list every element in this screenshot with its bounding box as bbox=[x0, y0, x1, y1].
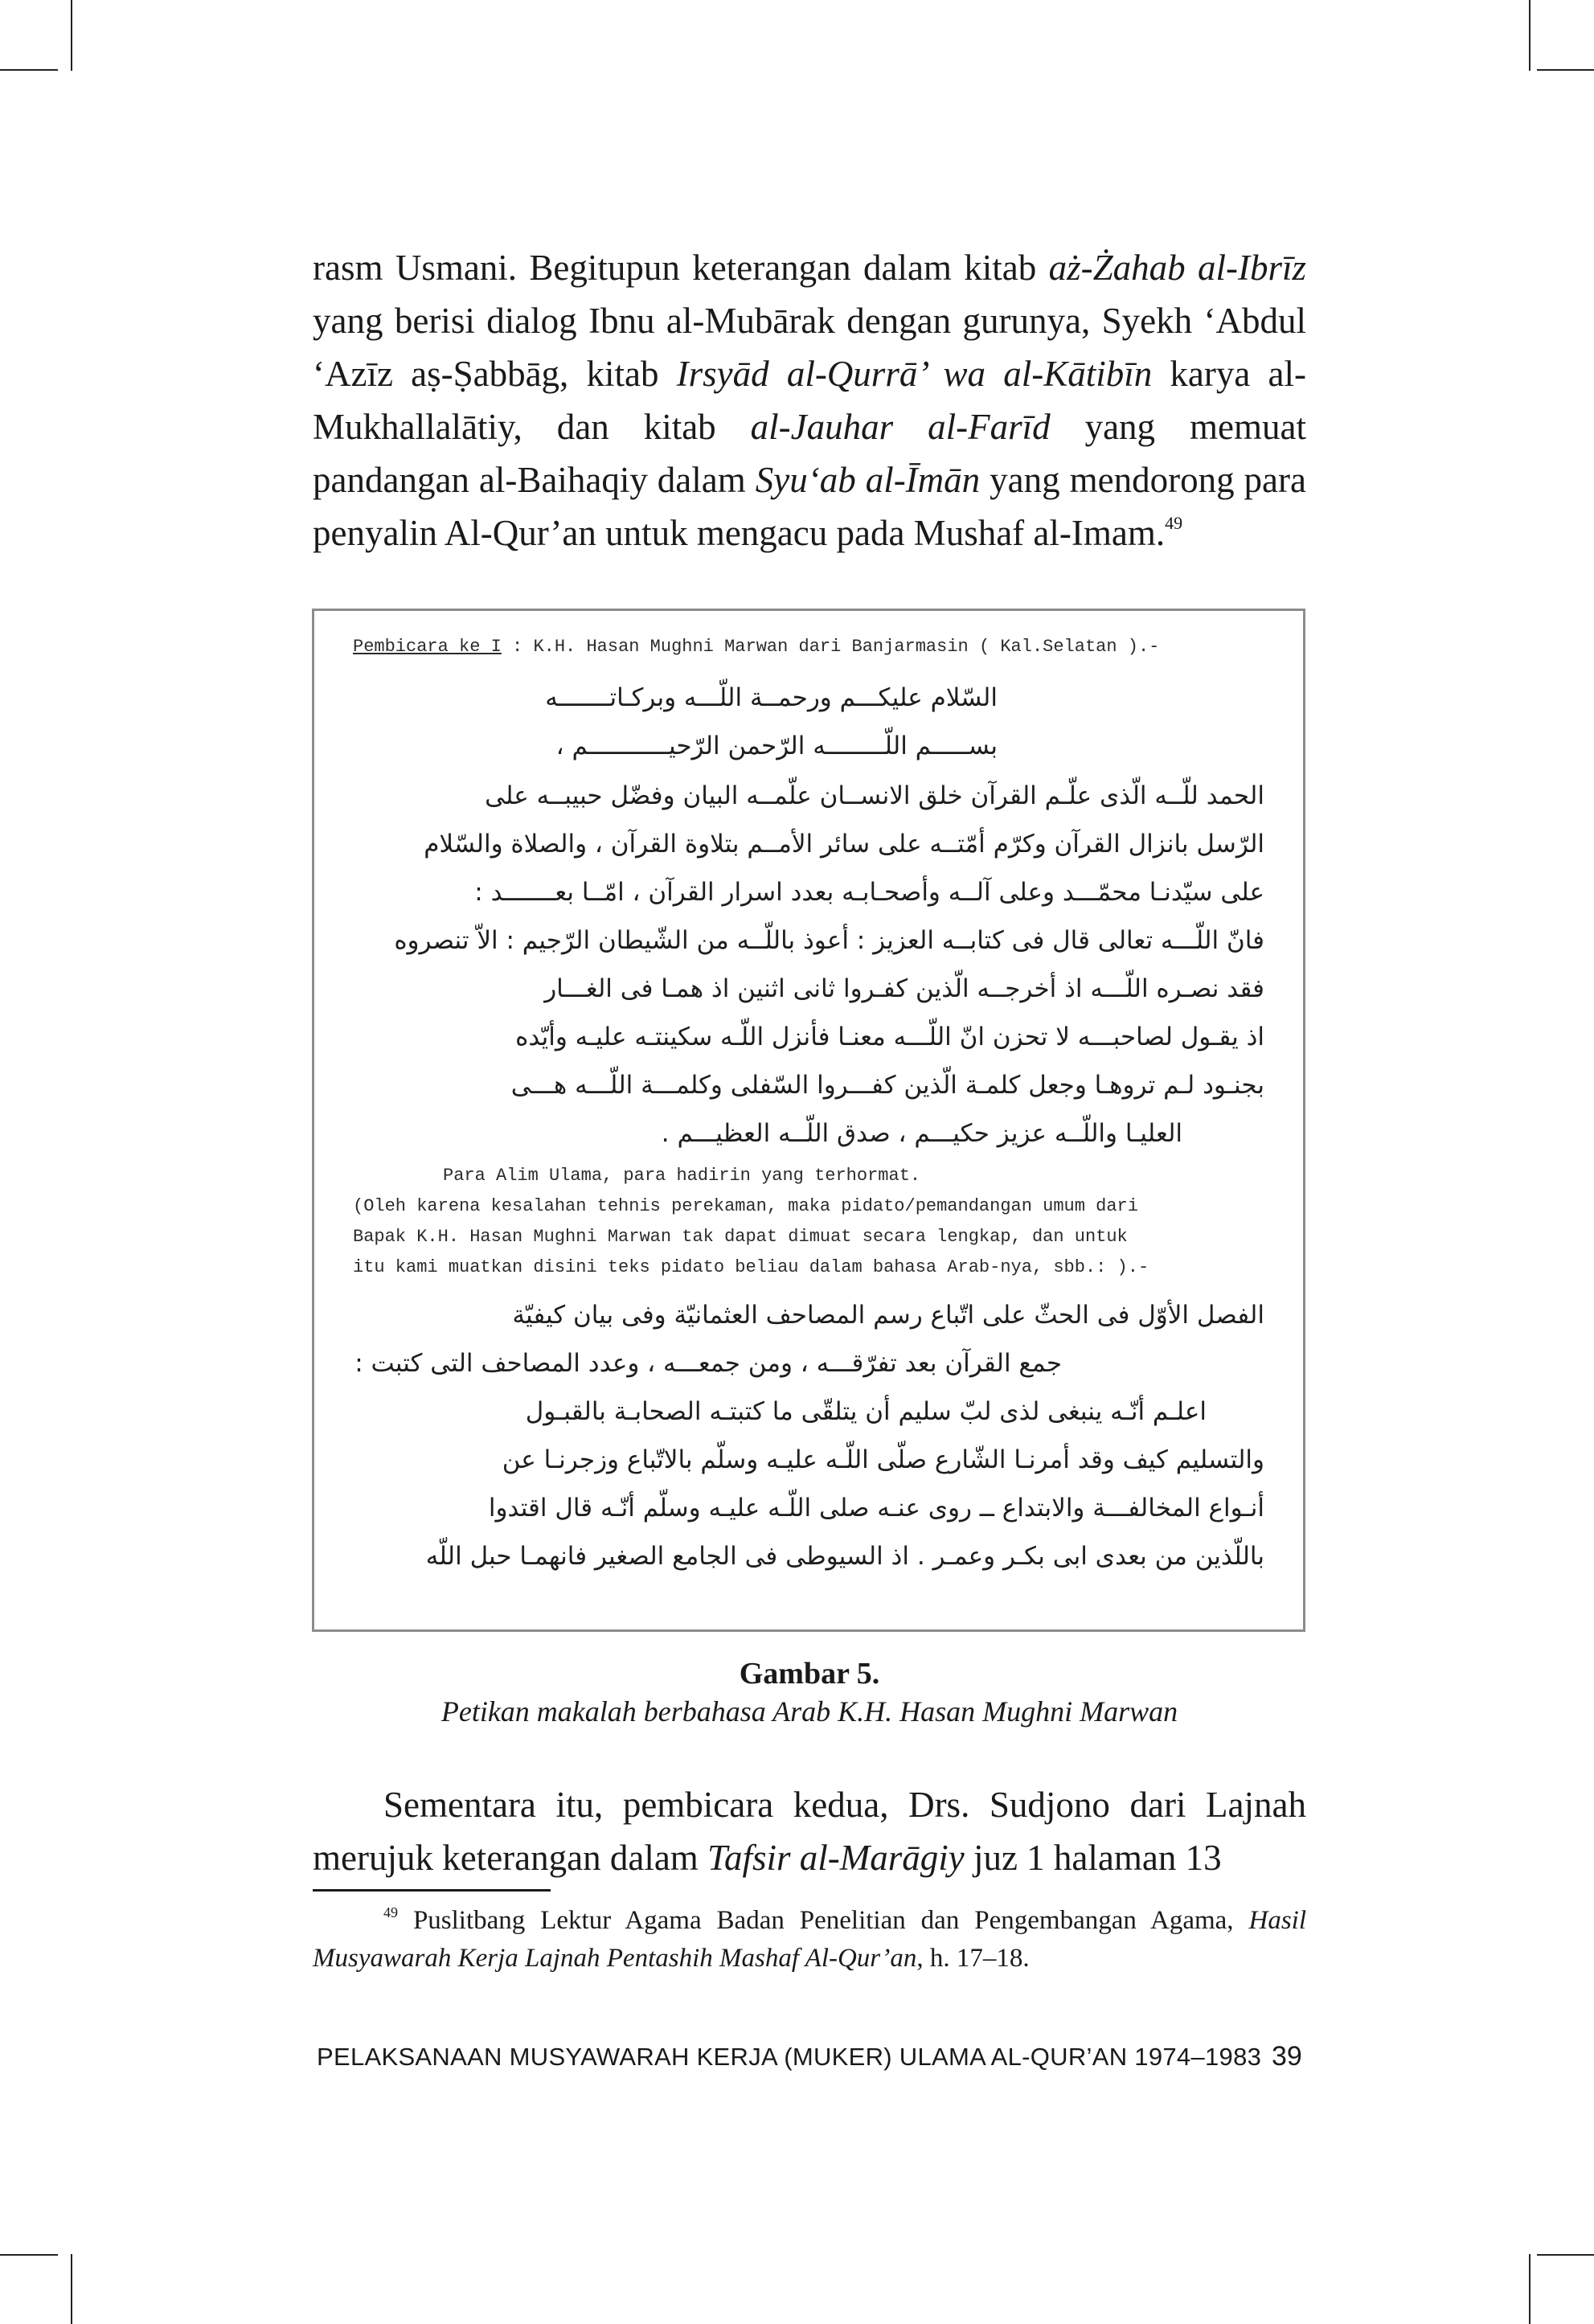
book-title: Tafsir al-Marāgiy bbox=[707, 1838, 965, 1878]
text: rasm Usmani. Begitupun keterangan dalam kitab bbox=[313, 248, 1049, 288]
crop-mark bbox=[0, 2254, 58, 2256]
text: Puslitbang Lektur Agama Badan Penelitian dan Pengembangan Agama, bbox=[398, 1906, 1249, 1935]
figure-caption-title: Gambar 5. bbox=[739, 1657, 880, 1691]
scanned-document-figure bbox=[312, 609, 1305, 1632]
figure-caption-subtitle: Petikan makalah berbahasa Arab K.H. Hasan Mughni Marwan bbox=[441, 1695, 1178, 1728]
paragraph-2 bbox=[313, 1778, 1306, 1884]
arabic-line: أنـواع المخالفـــة والابتداع ــ روى عنـه صلى اللّـه عليـه وسلّم أنّـه قال اقتدوا bbox=[488, 1494, 1264, 1523]
arabic-line: فقد نصـره اللّـــه اذ أخرجــه الّذين كفـروا ثانى اثنين اذ همـا فى الغـــار bbox=[544, 974, 1264, 1003]
crop-mark bbox=[1537, 2254, 1594, 2256]
arabic-line: بجنـود لـم تروهـا وجعل كلمـة الّذين كفـــروا السّفلى وكلمـــة اللّـــه هـــى bbox=[510, 1071, 1264, 1100]
footnote bbox=[313, 1902, 1306, 1978]
book-title: Irsyād al-Qurrā’ wa al-Kātibīn bbox=[676, 354, 1153, 394]
arabic-line: اعلـم أنّـه ينبغى لذى لبّ سليم أن يتلقّى ما كتبتـه الصحابـة بالقبـول bbox=[525, 1397, 1207, 1426]
arabic-line: الحمد للّــه الّذى علّـم القرآن خلق الانســان علّمــه البيان وفضّل حبيبــه على bbox=[485, 781, 1264, 810]
arabic-line: فانّ اللّـــه تعالى قال فى كتابــه العزيز : أعوذ باللّــه من الشّيطان الرّجيم : الاّ تنصروه bbox=[394, 926, 1264, 955]
scan-latin-line: Bapak K.H. Hasan Mughni Marwan tak dapat dimuat secara lengkap, dan untuk bbox=[353, 1227, 1128, 1247]
footnote-number: 49 bbox=[383, 1904, 398, 1920]
running-footer: PELAKSANAAN MUSYAWARAH KERJA (MUKER) ULAMA AL-QUR’AN 1974–1983 bbox=[317, 2043, 1262, 2071]
arabic-line: على سيّدنـا محمّـــد وعلى آلــه وأصحـابـه بعدد اسرار القرآن ، امّــا بعـــــــد : bbox=[474, 878, 1264, 907]
book-title: Syu‘ab al-Īmān bbox=[755, 460, 981, 500]
text: yang mendorong para penyalin Al-Qur’an untuk mengacu pada Mushaf al-Imam. bbox=[313, 460, 1306, 553]
crop-mark bbox=[71, 0, 72, 71]
text: Sementara itu, pembicara kedua, Drs. Sudjono dari Lajnah merujuk keterangan dalam bbox=[313, 1785, 1306, 1878]
arabic-line: السّلام عليكـــم ورحمــة اللّـــه وبركـاتـــــــه bbox=[545, 683, 998, 712]
page-number: 39 bbox=[1272, 2041, 1302, 2072]
crop-mark bbox=[1529, 2254, 1530, 2324]
scan-latin-line: (Oleh karena kesalahan tehnis perekaman, maka pidato/pemandangan umum dari bbox=[353, 1196, 1138, 1216]
scan-header bbox=[353, 637, 1159, 657]
paragraph-1 bbox=[313, 241, 1306, 559]
text: karya al-Mukhallalātiy, dan kitab bbox=[313, 354, 1306, 447]
footnote-reference[interactable]: 49 bbox=[1165, 513, 1183, 533]
arabic-line: جمع القرآن بعد تفرّقـــه ، ومن جمعـــه ، وعدد المصاحف التى كتبت : bbox=[354, 1349, 1062, 1378]
crop-mark bbox=[1529, 0, 1530, 71]
footnote-rule bbox=[313, 1889, 551, 1892]
text: yang berisi dialog Ibnu al-Mubārak dengan gurunya, Syekh ‘Abdul ‘Azīz aṣ-Ṣabbāg, kitab bbox=[313, 301, 1306, 394]
arabic-line: الفصل الأوّل فى الحثّ على اتّباع رسم المصاحف العثمانيّة وفى بيان كيفيّة bbox=[512, 1301, 1264, 1330]
scan-latin-line: itu kami muatkan disini teks pidato beliau dalam bahasa Arab-nya, sbb.: ).- bbox=[353, 1257, 1149, 1277]
text: yang memuat pandangan al-Baihaqiy dalam bbox=[313, 407, 1306, 500]
speaker-detail: : K.H. Hasan Mughni Marwan dari Banjarmasin ( Kal.Selatan ).- bbox=[501, 637, 1160, 657]
book-title: aż-Żahab al-Ibrīz bbox=[1048, 248, 1306, 288]
arabic-line: بســـــم اللّــــــــه الرّحمن الرّحيـــــــــــم ، bbox=[555, 732, 998, 760]
book-title: al-Jauhar al-Farīd bbox=[750, 407, 1051, 447]
speaker-label: Pembicara ke I bbox=[353, 637, 502, 657]
arabic-line: الرّسل بانزال القرآن وكرّم أمّتــه على سائر الأمــم بتلاوة القرآن ، والصلاة والسّلام bbox=[424, 830, 1264, 859]
arabic-line: باللّذين من بعدى ابى بكـر وعمـر . اذ السيوطى فى الجامع الصغير فانهمـا حبل اللّه bbox=[425, 1542, 1264, 1571]
book-title: Hasil Musyawarah Kerja Lajnah Pentashih Mashaf Al-Qur’an bbox=[313, 1906, 1306, 1973]
text: , h. 17–18. bbox=[916, 1944, 1030, 1973]
arabic-line: العليـا واللّــه عزيز حكيـــم ، صدق اللّــه العظيـــم . bbox=[661, 1119, 1182, 1148]
text: juz 1 halaman 13 bbox=[964, 1838, 1222, 1878]
crop-mark bbox=[1537, 69, 1594, 71]
arabic-line: والتسليم كيف وقد أمرنـا الشّارع صلّى اللّـه عليـه وسلّم بالاتّباع وزجرنـا عن bbox=[502, 1445, 1264, 1474]
crop-mark bbox=[0, 69, 58, 71]
scan-latin-line: Para Alim Ulama, para hadirin yang terhormat. bbox=[443, 1166, 921, 1186]
arabic-line: اذ يقـول لصاحبـــه لا تحزن انّ اللّـــه معنـا فأنزل اللّـه سكينتـه عليـه وأيّده bbox=[515, 1023, 1264, 1051]
crop-mark bbox=[71, 2254, 72, 2324]
